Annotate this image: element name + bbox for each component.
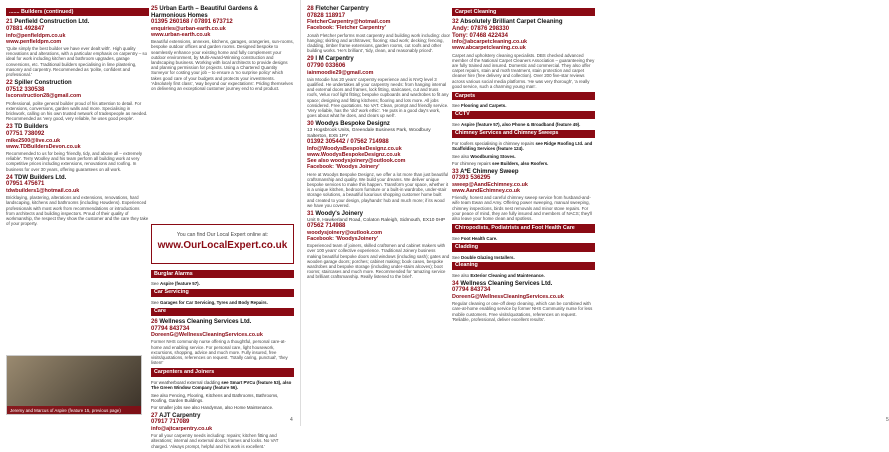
business-phone[interactable]: 07951 475671 <box>6 181 45 188</box>
business-entry <box>452 19 595 89</box>
also-see: See also Fencing, Flooring, Kitchens and Bathrooms, Bathrooms, Roofing, Garden Buildings. <box>151 392 279 404</box>
business-entry <box>452 169 595 222</box>
business-name: Wellness Cleaning Services Ltd. <box>159 319 252 326</box>
ad-text: You can find Our Local Expert online at: <box>176 232 269 238</box>
section-header-car-servicing: Car Servicing <box>151 289 294 297</box>
business-phone[interactable]: 07794 843734 <box>452 287 491 294</box>
business-email[interactable]: DoreenG@WellnessCleaningServices.co.uk <box>452 293 564 300</box>
entry-number: 23 <box>6 124 13 131</box>
business-entry <box>307 211 450 280</box>
online-ad-box <box>151 224 294 264</box>
business-name: TD Builders <box>14 124 49 131</box>
business-name: Spiller Construction <box>14 80 72 87</box>
section-header-cctv: CCTV <box>452 111 595 119</box>
entry-number: 21 <box>6 19 13 26</box>
see-reference: See Aspire (feature 57), also Phone & Broadband (feature 49). <box>452 122 581 128</box>
business-website[interactable]: www.AandEchimney.co.uk <box>452 188 520 195</box>
entry-number: 28 <box>307 6 314 12</box>
business-name: Woody's Joinery <box>315 211 364 218</box>
see-reference: See also Woodburning Stoves. <box>452 153 516 159</box>
business-email[interactable]: enquiries@urban-earth.co.uk <box>151 25 226 32</box>
business-phone[interactable]: 07562 714988 <box>307 223 346 230</box>
business-email[interactable]: FletcherCarpentry@hotmail.com <box>307 19 391 26</box>
business-phone[interactable]: 07881 492847 <box>6 26 45 32</box>
entry-number: 25 <box>151 6 158 12</box>
business-email[interactable]: info@penfieldpm.co.uk <box>6 32 66 39</box>
business-facebook[interactable]: Facebook: 'Woodys Joinery' <box>307 164 380 171</box>
business-description: Recommended to us for being 'friendly, tidy, and above all – extremely reliable'. Terry Woolley and his team perform all building work at very competitive prices including extensions, renovations and roofing. In business for over 30 years, offering guarantees on all work. <box>6 151 143 172</box>
see-reference: For roofers specialising in chimney repairs see Ridge Roofing Ltd. and Scaffolding Services (feature 124). <box>452 141 593 152</box>
business-entry <box>6 80 149 121</box>
business-entry <box>307 56 450 118</box>
section-header-carpet-cleaning: Carpet Cleaning <box>452 8 595 16</box>
right-page <box>300 0 889 426</box>
section-header-cleaning: Cleaning <box>452 262 595 270</box>
business-entry <box>6 124 149 171</box>
business-email[interactable]: lsconstruction28@gmail.com <box>6 93 82 100</box>
business-phone[interactable]: 07794 843734 <box>151 325 190 332</box>
business-website[interactable]: www.abcarpetcleaning.co.uk <box>452 45 526 52</box>
business-alt-email[interactable]: See also woodysjoinery@outlook.com <box>307 158 406 165</box>
business-name: Wellness Cleaning Services Ltd. <box>460 280 553 287</box>
entry-number: 30 <box>307 121 314 128</box>
business-description: Carpet and upholstery cleaning specialists. DBS checked advanced member of the National Carpet Cleaners Association – guaranteeing they are fully trained and insured. Domestic and commercial. They also offer carpet repairs, stain and moth treatment, stain protection and carpet cleaner hire (free delivery and collection). Over 200 five-star reviews across various social media platforms. 'He was very thorough', 'a really good service, such a charming young man'. <box>452 52 595 89</box>
business-phone[interactable]: 07512 330538 <box>6 86 45 93</box>
business-phone[interactable]: 07917 717089 <box>151 419 190 426</box>
business-email[interactable]: DoreenG@WellnessCleaningServices.co.uk <box>151 332 263 339</box>
business-name: Urban Earth – Beautiful Gardens & Harmonious Homes <box>151 6 259 19</box>
business-email[interactable]: tdwbuilders1@hotmail.co.uk <box>6 188 80 195</box>
business-facebook[interactable]: Facebook: 'Fletcher Carpentry' <box>307 25 386 32</box>
business-phone[interactable]: 07828 118917 <box>307 12 346 19</box>
smaller-jobs-note: For smaller jobs see also Handyman, also Home Maintenance. <box>151 405 274 411</box>
entry-number: 32 <box>452 19 459 26</box>
entry-number: 26 <box>151 319 158 326</box>
business-entry <box>307 6 450 53</box>
business-phone[interactable]: Andy: 07876 298330 <box>452 26 510 32</box>
business-name: A*E Chimney Sweep <box>460 168 519 175</box>
business-description: Former NHS community nurse offering a thoughtful, personal care-at-home and enabling service. For personal care, light housework, excursions, shopping, advice and much more. Fully insured, free visits/quotations, references on request. 'Totally caring, punctual', 'they listen!' <box>151 339 288 366</box>
business-name: TDW Builders Ltd. <box>14 174 67 181</box>
business-phone[interactable]: 07393 536295 <box>452 175 491 182</box>
business-facebook[interactable]: Facebook: 'WoodysJoinery' <box>307 236 379 243</box>
see-reference: See Flooring and Carpets. <box>452 103 507 109</box>
business-phone-2[interactable]: Tony: 07468 422434 <box>452 32 508 39</box>
business-phone[interactable]: 01395 260168 / 07891 673712 <box>151 19 233 26</box>
section-header-burglar-alarms: Burglar Alarms <box>151 270 294 278</box>
business-description: Regular cleaning or one-off deep cleaning, which can be combined with care-at-home enabling service by former NHS Community nurse for less mobile customers. Free visits/quotations, references on request. 'Reliable, professional, deliver excellent results'. <box>452 301 593 322</box>
business-website[interactable]: www.WoodysBespokeDesignz.co.uk <box>307 152 401 158</box>
see-reference: See Foot Health Care. <box>452 235 498 241</box>
entry-number: 22 <box>6 80 13 87</box>
section-header-cladding: Cladding <box>452 243 595 251</box>
business-entry <box>307 121 450 208</box>
section-header-carpets: Carpets <box>452 92 595 100</box>
entry-number: 34 <box>452 280 459 287</box>
business-phone[interactable]: 01392 305442 / 07562 714988 <box>307 139 389 146</box>
entry-number: 27 <box>151 412 158 419</box>
section-header-carpenters: Carpenters and Joiners <box>151 368 294 376</box>
business-name: Penfield Construction Ltd. <box>14 19 90 26</box>
business-description: Here at Woodys Bespoke Designz, we offer a lot more than just beautiful craftsmanship and quality. We build your dreams. We deliver unique bespoke services to make this happen. Transform your space, whether it is a unique kitchen, bedroom furniture or a built-in wardrobe, under-stair storage solutions, a beautiful luxurious shopping customer home built and created to your design, playhands' hub and much more; if its wood we have you covered. <box>307 171 449 208</box>
business-description: Iain Moodie has 20 years' carpentry experience and is NVQ level 3 qualified. He undertakes all your carpentry needs: from hanging internal and external doors and frames, lock fitting, staircases, cut and truss roofs, Velux roof light fitting; bespoke cupboards and wardrobes to fit any space; designing and fitting kitchens; flooring and lots more. All jobs considered. Free quotations. No VAT. Clean, prompt and friendly service. 'Very reliable, has the 'old' work ethic'. 'He puts in a good day's work, goes about what he does, and clears up well'. <box>307 76 449 119</box>
business-entry <box>452 281 595 322</box>
business-website[interactable]: www.urban-earth.co.uk <box>151 31 211 38</box>
business-description: Experienced team of joiners, skilled craftsmen and cabinet makers with over 100 years' collective experience. Traditional Joinery business making beautiful bespoke doors and windows (including sash); gates and wooden garage doors; porches; cabinet making; book cases, bespoke wardrobes and bespoke storage (including under-stairs alcoves); boot rooms; staircases and much more. Recommended for 'amazing service and brilliant craftsmanship. Really listened to the brief'. <box>307 243 450 280</box>
business-name: Absolutely Brilliant Carpet Cleaning <box>460 19 563 26</box>
right-column-2 <box>452 6 595 325</box>
business-description: Beautiful extensions, annexes, kitchens, garages, orangeries, sun-rooms, bespoke outdoor offices and garden rooms. Designed bespoke to seamlessly enhance your existing home and fully complement your outdoor environment, by Multi-Award-Winning construction and landscaping business. Working with local architects to provide designs and planning permission for projects. Using a Chartered Quantity Surveyor for costing your job – to ensure a 'no surprise policy' which takes good care of your budgets and protects your investments. 'Absolutely first class', 'way beyond our expectations'. Priding themselves on delivering an exceptional customer journey end to end product. <box>151 39 294 92</box>
business-address: Unit 9, Hawkerland Road, Colaton Raleigh, Sidmouth, EX10 0HP <box>307 217 446 223</box>
entry-number: 29 <box>307 56 314 63</box>
business-description: 'Quite simply the best builder we have ever dealt with'. High quality renovations and alterations, with a particular emphasis on carpentry – so ideal for work including kitchen and bathroom upgrades, garage conversions, etc. Traditional builders specialising in lime plastering, masonry and carpentry. Recommended as 'polite, confident and professional.' <box>6 46 148 78</box>
page-number: 5 <box>886 417 889 423</box>
business-description: Friendly, honest and careful chimney sweep service from husband-and-wife team Ewan and Amy. Offering power sweeping, manual sweeping, chimney inspections, birds nest removals and minor stove repairs. For your peace of mind, they are fully insured and members of NACS; they'll also leave your home clean and spotless. <box>452 195 593 222</box>
business-entry <box>151 319 294 365</box>
business-website[interactable]: www.penfieldpm.com <box>6 38 62 45</box>
section-header-builders: ....... Builders (continued) <box>6 8 149 16</box>
business-name: Woodys Bespoke Designz <box>315 121 390 128</box>
see-reference: See Garages for Car Servicing, Tyres and Body Repairs. <box>151 300 268 306</box>
section-header-podiatry: Chiropodists, Podiatrists and Foot Health Care <box>452 224 595 232</box>
business-name: I M Carpentry <box>315 56 354 63</box>
left-column-1 <box>6 6 149 229</box>
left-page <box>0 0 300 449</box>
business-address: 13 Hogsbrook Units, Greendale Business Park, Woodbury Salterton, EX5 1PY <box>307 128 431 139</box>
see-reference: See also Exterior Cleaning and Maintenance. <box>452 273 545 279</box>
see-reference: See Double Glazing Installers. <box>452 254 515 260</box>
business-name: AJT Carpentry <box>159 412 201 419</box>
business-phone[interactable]: 07790 033606 <box>307 63 346 69</box>
business-name: Fletcher Carpentry <box>315 6 369 12</box>
business-email[interactable]: woodysjoinery@outlook.com <box>307 229 383 236</box>
left-column-2 <box>151 6 294 94</box>
business-entry <box>6 19 149 77</box>
business-entry <box>151 6 294 91</box>
business-email[interactable]: mike2500@live.co.uk <box>6 137 61 144</box>
ad-url[interactable]: www.OurLocalExpert.co.uk <box>157 240 288 251</box>
business-email[interactable]: sweep@AandEchimney.co.uk <box>452 181 528 188</box>
see-reference: For weatherboard external cladding see Smart PVCu (feature 53), also The Green Window Company (feature 56). <box>151 379 292 391</box>
business-description: Professional, polite general builder proud of his attention to detail. For extensions, conversions, garden walls and more. Specialising in brickwork, calling on his own trusted network of tradespeople as needed. Recommended as 'very good, very reliable, he uses good people'. <box>6 100 148 122</box>
workers-photo <box>6 355 142 415</box>
business-entry <box>151 413 294 449</box>
business-description: Bricklaying, plastering, alterations and extensions, renovations, hard landscaping, kitchens and bathrooms (including Howdens). Experienced professionals with most work from recommendations or introductions from architects and building inspectors. Proud of their quality of workmanship, the respect they show the customer and the care they take of your property. <box>6 195 149 227</box>
business-email[interactable]: info@abcarpetcleaning.co.uk <box>452 39 528 46</box>
right-column-1 <box>307 6 450 283</box>
business-email[interactable]: Info@WoodysBespokeDesignz.co.uk <box>307 145 402 152</box>
entry-number: 33 <box>452 168 459 175</box>
business-entry <box>6 175 149 227</box>
section-header-care: Care <box>151 308 294 316</box>
business-phone[interactable]: 07751 738092 <box>6 131 45 138</box>
entry-number: 24 <box>6 174 13 181</box>
business-email[interactable]: info@ajtcarpentry.co.uk <box>151 426 213 433</box>
entry-number: 31 <box>307 211 314 218</box>
page-number: 4 <box>290 417 293 423</box>
business-website[interactable]: www.TDBuildersDevon.co.uk <box>6 143 81 150</box>
see-reference: See Aspire (feature 57). <box>151 281 200 287</box>
section-header-chimney: Chimney Services and Chimney Sweeps <box>452 130 595 138</box>
see-reference: For chimney repairs see Builders, also Roofers. <box>452 161 549 167</box>
left-column-2-lower <box>151 268 294 452</box>
business-description: For all your carpentry needs including: repairs; kitchen fitting and alterations; internal and external doors; frames and locks. No VAT charged. 'Always prompt, helpful and his work is excellent.' <box>151 433 279 449</box>
business-email[interactable]: iainmoodie29@gmail.com <box>307 69 374 76</box>
photo-caption: Jeremy and Marcus of Aspire (feature 15, previous page) <box>7 406 141 414</box>
business-description: Jonah Fletcher performs most carpentry and building work including: door hanging; skirting and architraves; flooring; stud work; decking; fencing, cladding, timber frame extensions, garden rooms, cut roofs and other building works. 'He's brilliant', 'tidy, clean, and reasonably priced'. <box>307 32 451 54</box>
